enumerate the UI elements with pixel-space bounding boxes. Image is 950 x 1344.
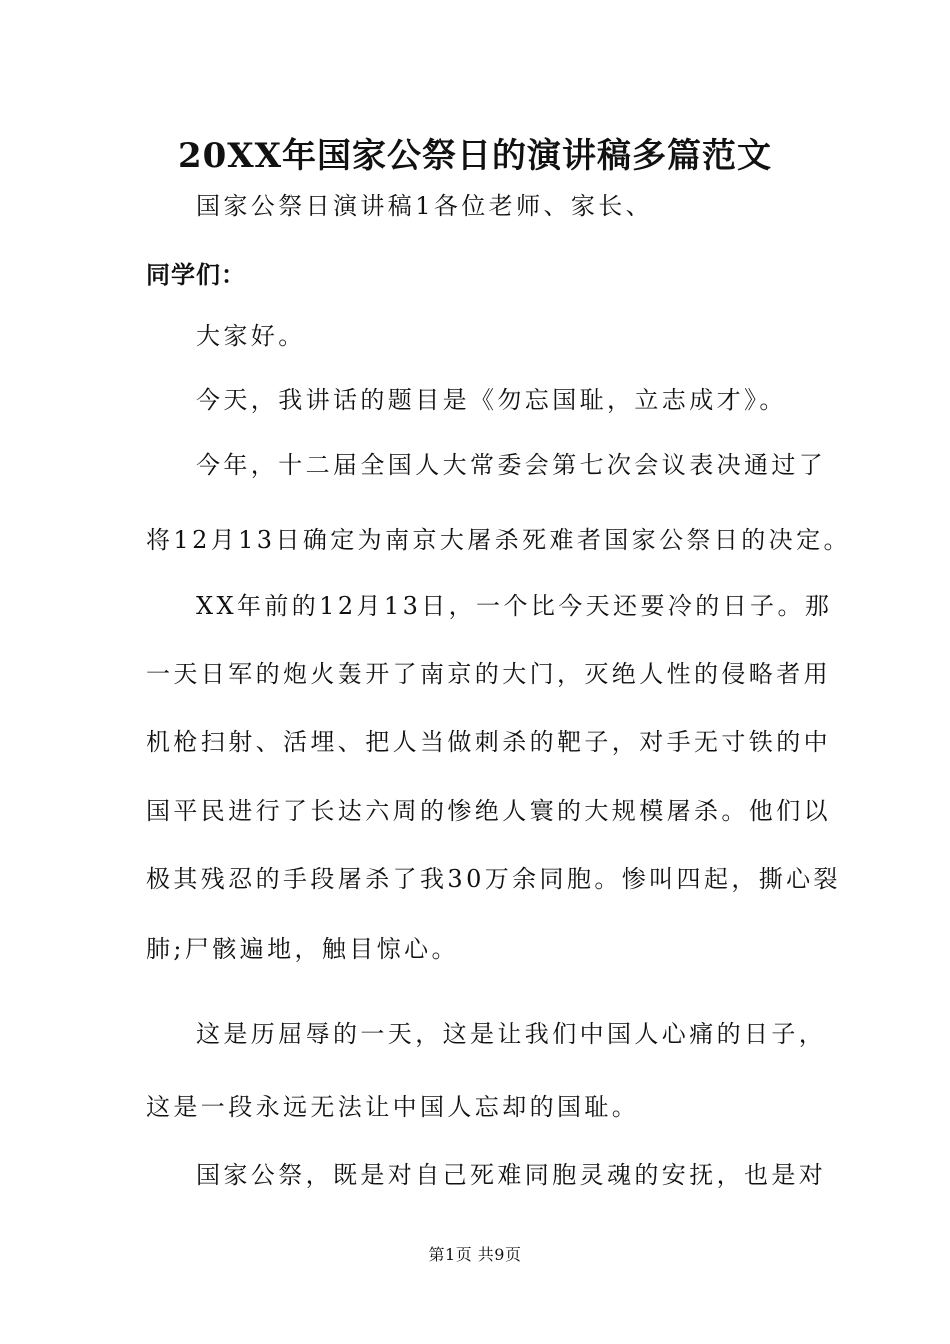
paragraph-line: 一天日军的炮火轰开了南京的大门，灭绝人性的侵略者用 <box>146 660 831 688</box>
paragraph-line: 今年，十二届全国人大常委会第七次会议表决通过了 <box>196 451 827 479</box>
paragraph-line: 这是一段永远无法让中国人忘却的国耻。 <box>146 1093 640 1121</box>
page-footer: 第1页 共9页 <box>428 1245 522 1264</box>
document-title: 20XX年国家公祭日的演讲稿多篇范文 <box>177 136 773 176</box>
paragraph-line: XX年前的12月13日，一个比今天还要冷的日子。那 <box>196 592 833 620</box>
salutation-line: 同学们： <box>146 260 246 289</box>
paragraph-line: 这是历屈辱的一天，这是让我们中国人心痛的日子， <box>196 1020 827 1048</box>
paragraph-line: 国家公祭日演讲稿1各位老师、家长、 <box>196 192 654 220</box>
paragraph-line: 大家好。 <box>196 322 306 350</box>
paragraph-line: 肺;尸骸遍地，触目惊心。 <box>146 935 459 963</box>
paragraph-line: 国家公祭，既是对自己死难同胞灵魂的安抚，也是对 <box>196 1161 827 1189</box>
paragraph-line: 今天，我讲话的题目是《勿忘国耻，立志成才》。 <box>196 386 787 414</box>
paragraph-line: 国平民进行了长达六周的惨绝人寰的大规模屠杀。他们以 <box>146 797 831 825</box>
paragraph-line: 将12月13日确定为南京大屠杀死难者国家公祭日的决定。 <box>146 526 851 554</box>
paragraph-line: 机枪扫射、活埋、把人当做刺杀的靶子，对手无寸铁的中 <box>146 728 831 756</box>
paragraph-line: 极其残忍的手段屠杀了我30万余同胞。惨叫四起，撕心裂 <box>146 865 841 893</box>
